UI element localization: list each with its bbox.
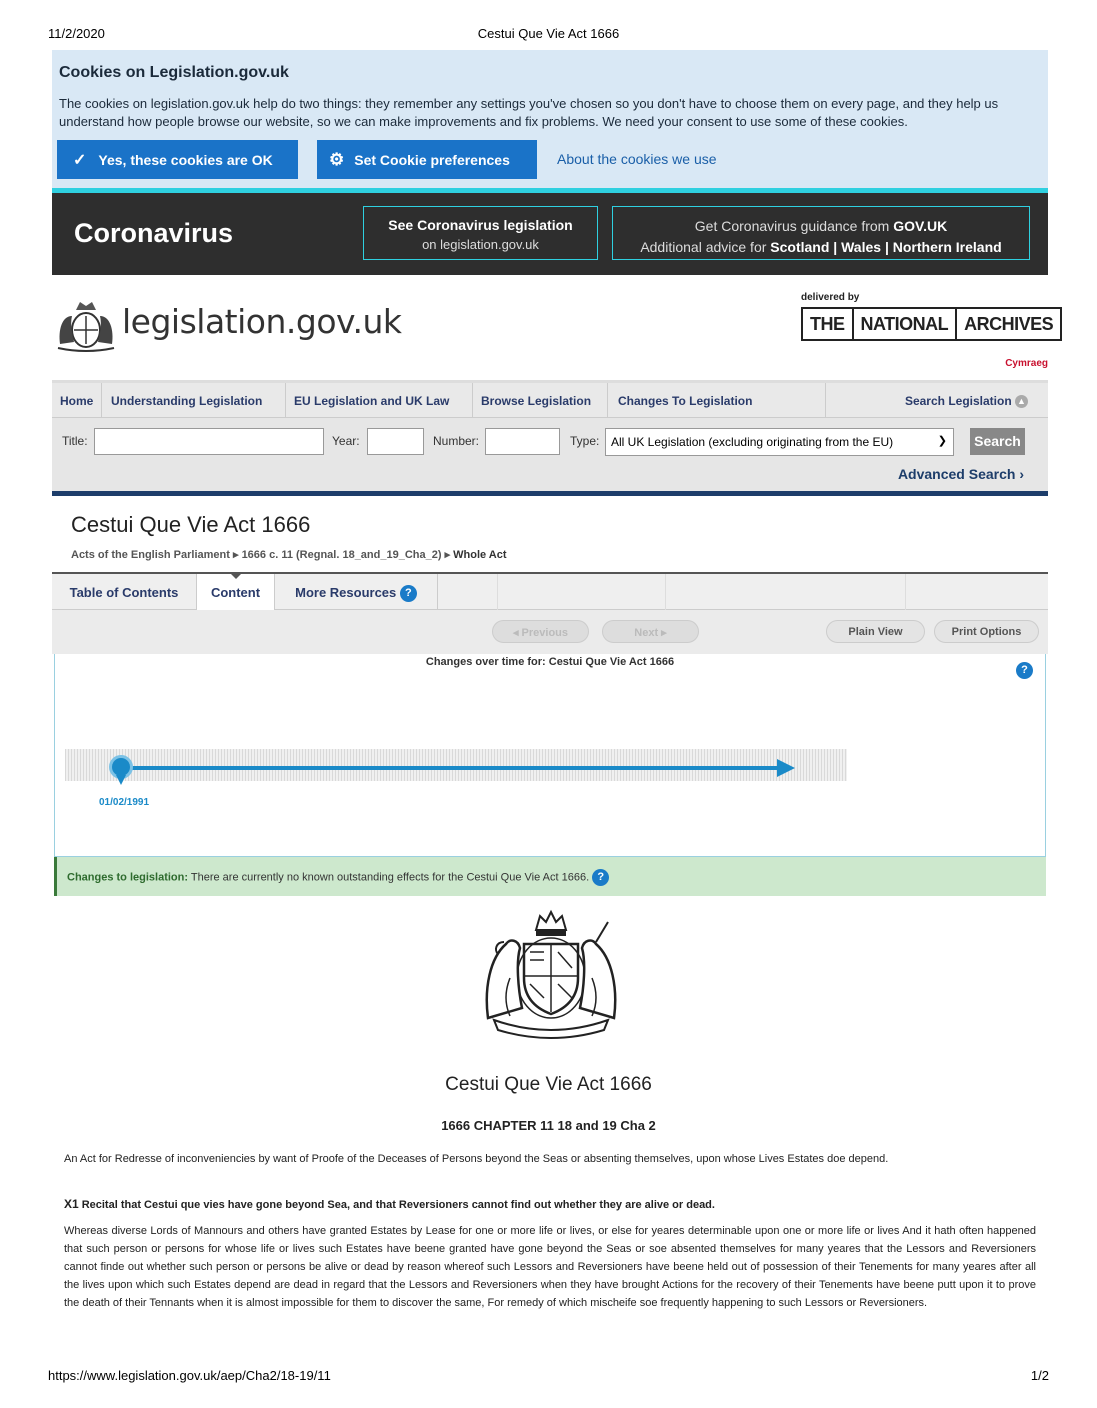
timeline-pin-icon[interactable] xyxy=(109,755,133,779)
breadcrumb-item[interactable]: Acts of the English Parliament xyxy=(71,549,230,561)
coronavirus-legislation-link-title: See Coronavirus legislation xyxy=(388,217,573,233)
changes-timeline xyxy=(54,654,1046,857)
separator: | xyxy=(833,239,838,255)
breadcrumb: Acts of the English Parliament ▸ 1666 c. 11 (Regnal. 18_and_19_Cha_2) ▸ Whole Act xyxy=(71,549,507,561)
changes-label: Changes to legislation: xyxy=(67,871,189,884)
tab-spacer xyxy=(438,574,498,610)
breadcrumb-current: Whole Act xyxy=(453,549,507,561)
timeline-line xyxy=(119,766,782,770)
chevron-up-icon: ▲ xyxy=(1015,395,1028,408)
changes-text: There are currently no known outstanding effects for the Cestui Que Vie Act 1666. xyxy=(190,871,590,884)
help-icon[interactable]: ? xyxy=(400,585,417,602)
accept-cookies-label: Yes, these cookies are OK xyxy=(98,151,273,168)
gear-icon: ⚙ xyxy=(329,149,345,169)
tab-table-of-contents[interactable]: Table of Contents xyxy=(52,574,197,610)
recital-heading xyxy=(64,1197,715,1211)
title-input[interactable] xyxy=(94,428,324,455)
number-label: Number: xyxy=(433,434,480,448)
print-options-button[interactable]: Print Options xyxy=(934,620,1039,643)
cookie-text: The cookies on legislation.gov.uk help do two things: they remember any settings you've chosen so you don't have to choose them on every page, and they help us understand how people browse our website, so we can make improvements and fix problems. We need your consent to use some of these cookies. xyxy=(59,96,999,129)
cookie-preferences-label: Set Cookie preferences xyxy=(354,151,510,168)
active-tab-caret xyxy=(230,573,242,579)
crest-icon[interactable] xyxy=(52,294,120,352)
type-select[interactable] xyxy=(605,428,954,456)
content-tabs xyxy=(52,572,1048,610)
print-title: Cestui Que Vie Act 1666 xyxy=(477,26,620,41)
search-button[interactable]: Search xyxy=(970,428,1025,455)
about-cookies-link[interactable]: About the cookies we use xyxy=(557,151,717,167)
coronavirus-legislation-link[interactable] xyxy=(363,206,598,260)
search-form xyxy=(52,418,1048,496)
tab-spacer xyxy=(666,574,906,610)
content-toolbar xyxy=(52,610,1048,654)
cookie-heading: Cookies on Legislation.gov.uk xyxy=(59,64,289,81)
tab-spacer xyxy=(498,574,666,610)
recital-text: Recital that Cestui que vies have gone beyond Sea, and that Reversioners cannot find out whether they are alive or dead. xyxy=(81,1199,715,1211)
tna-word: ARCHIVES xyxy=(964,314,1054,334)
number-input[interactable] xyxy=(485,428,560,455)
site-header xyxy=(52,288,1054,369)
type-label: Type: xyxy=(570,434,600,448)
nav-understanding-legislation[interactable]: Understanding Legislation xyxy=(102,383,286,418)
tna-word: NATIONAL xyxy=(854,309,958,339)
advanced-search-link[interactable]: Advanced Search › xyxy=(897,466,1024,482)
nav-changes-to-legislation[interactable]: Changes To Legislation xyxy=(608,383,826,418)
cymraeg-link[interactable]: Cymraeg xyxy=(1005,358,1048,369)
print-header xyxy=(48,26,1049,42)
page-title: Cestui Que Vie Act 1666 xyxy=(71,512,311,537)
cookie-preferences-button[interactable] xyxy=(317,140,537,179)
print-page-number: 1/2 xyxy=(1030,1368,1049,1383)
document-chapter: 1666 CHAPTER 11 18 and 19 Cha 2 xyxy=(441,1118,656,1133)
timeline-title: Changes over time for: Cestui Que Vie Act 1666 xyxy=(425,656,675,668)
print-url: https://www.legislation.gov.uk/aep/Cha2/18-19/11 xyxy=(48,1368,331,1383)
next-button[interactable]: Next ▸ xyxy=(602,620,699,643)
document-body: Whereas diverse Lords of Mannours and others have granted Estates by Lease for one or more life or lives, or else for yeares determinable upon one or more life or lives And it hath often happened that such person or persons for whose life or lives such Estates have beene granted have gone beyond the Seas or soe absented themselves for many yeares that the Lessors and Reversioners cannot finde out whether such person or persons be alive or dead by reason whereof such Lessors and Reversioners have beene held out of possession of their Tenements for many yeares after all the lives upon which such Estates depend are dead in regard that the Lessors and Reversioners when they have brought Actions for the recovery of their Tenements have beene putt upon it to prove the death of their Tennants when it is almost impossible for them to discover the same, For remedy of which mischeife soe frequently happening to such Lessors or Reversioners. xyxy=(64,1225,1036,1309)
title-label: Title: xyxy=(62,434,88,448)
help-icon[interactable]: ? xyxy=(592,869,609,886)
tna-word: THE xyxy=(803,309,854,339)
next-label: Next xyxy=(634,627,659,639)
previous-button[interactable]: ◂ Previous xyxy=(492,620,589,643)
accept-cookies-button[interactable] xyxy=(57,140,298,179)
print-date: 11/2/2020 xyxy=(48,26,105,41)
tab-more-resources[interactable] xyxy=(275,574,438,610)
plain-view-button[interactable]: Plain View xyxy=(826,620,925,643)
national-archives-logo[interactable] xyxy=(801,307,1062,341)
type-select-value: All UK Legislation (excluding originating from the EU) xyxy=(611,435,894,449)
previous-label: Previous xyxy=(521,627,569,639)
advice-prefix: Additional advice for xyxy=(640,239,767,255)
document-title: Cestui Que Vie Act 1666 xyxy=(445,1074,652,1095)
tab-content-label: Content xyxy=(210,585,261,600)
tab-content[interactable] xyxy=(197,574,275,610)
govuk-link[interactable]: GOV.UK xyxy=(893,218,948,234)
document-long-title: An Act for Redresse of inconveniencies by want of Proofe of the Deceases of Persons beyond the Seas or absenting themselves, upon whose Lives Estates doe depend. xyxy=(64,1153,889,1165)
timeline-arrow-icon xyxy=(777,759,795,777)
timeline-date-link[interactable]: 01/02/1991 xyxy=(99,797,150,808)
nav-browse-legislation[interactable]: Browse Legislation xyxy=(473,383,608,418)
timeline-track xyxy=(65,749,847,781)
nav-eu-legislation[interactable]: EU Legislation and UK Law xyxy=(286,383,473,418)
search-legislation-label: Search Legislation xyxy=(904,394,1012,408)
cookie-banner xyxy=(52,50,1048,188)
nav-home[interactable]: Home xyxy=(52,383,102,418)
help-icon[interactable]: ? xyxy=(1016,662,1033,679)
year-input[interactable] xyxy=(367,428,424,455)
changes-notice xyxy=(54,857,1046,896)
scotland-link[interactable]: Scotland xyxy=(770,239,830,255)
check-icon: ✓ xyxy=(73,151,87,169)
tab-more-resources-label: More Resources xyxy=(295,585,397,600)
year-label: Year: xyxy=(332,434,360,448)
breadcrumb-item[interactable]: 1666 c. 11 (Regnal. 18_and_19_Cha_2) xyxy=(241,549,442,561)
search-legislation-toggle[interactable] xyxy=(905,394,1028,408)
separator: | xyxy=(884,239,889,255)
guidance-prefix: Get Coronavirus guidance from xyxy=(694,218,890,234)
chevron-down-icon: ❯ xyxy=(937,435,947,447)
coronavirus-title: Coronavirus xyxy=(74,218,234,248)
main-nav xyxy=(52,380,1048,418)
coronavirus-banner xyxy=(52,188,1048,275)
coronavirus-guidance-box xyxy=(612,206,1030,260)
royal-coat-of-arms xyxy=(480,908,622,1040)
delivered-by: delivered by xyxy=(801,292,860,303)
site-name[interactable]: legislation.gov.uk xyxy=(122,302,402,341)
northern-ireland-link[interactable]: Northern Ireland xyxy=(892,239,1002,255)
annotation-x1-link[interactable]: X1 xyxy=(64,1197,79,1211)
coronavirus-legislation-link-sub: on legislation.gov.uk xyxy=(422,237,539,252)
wales-link[interactable]: Wales xyxy=(841,239,882,255)
